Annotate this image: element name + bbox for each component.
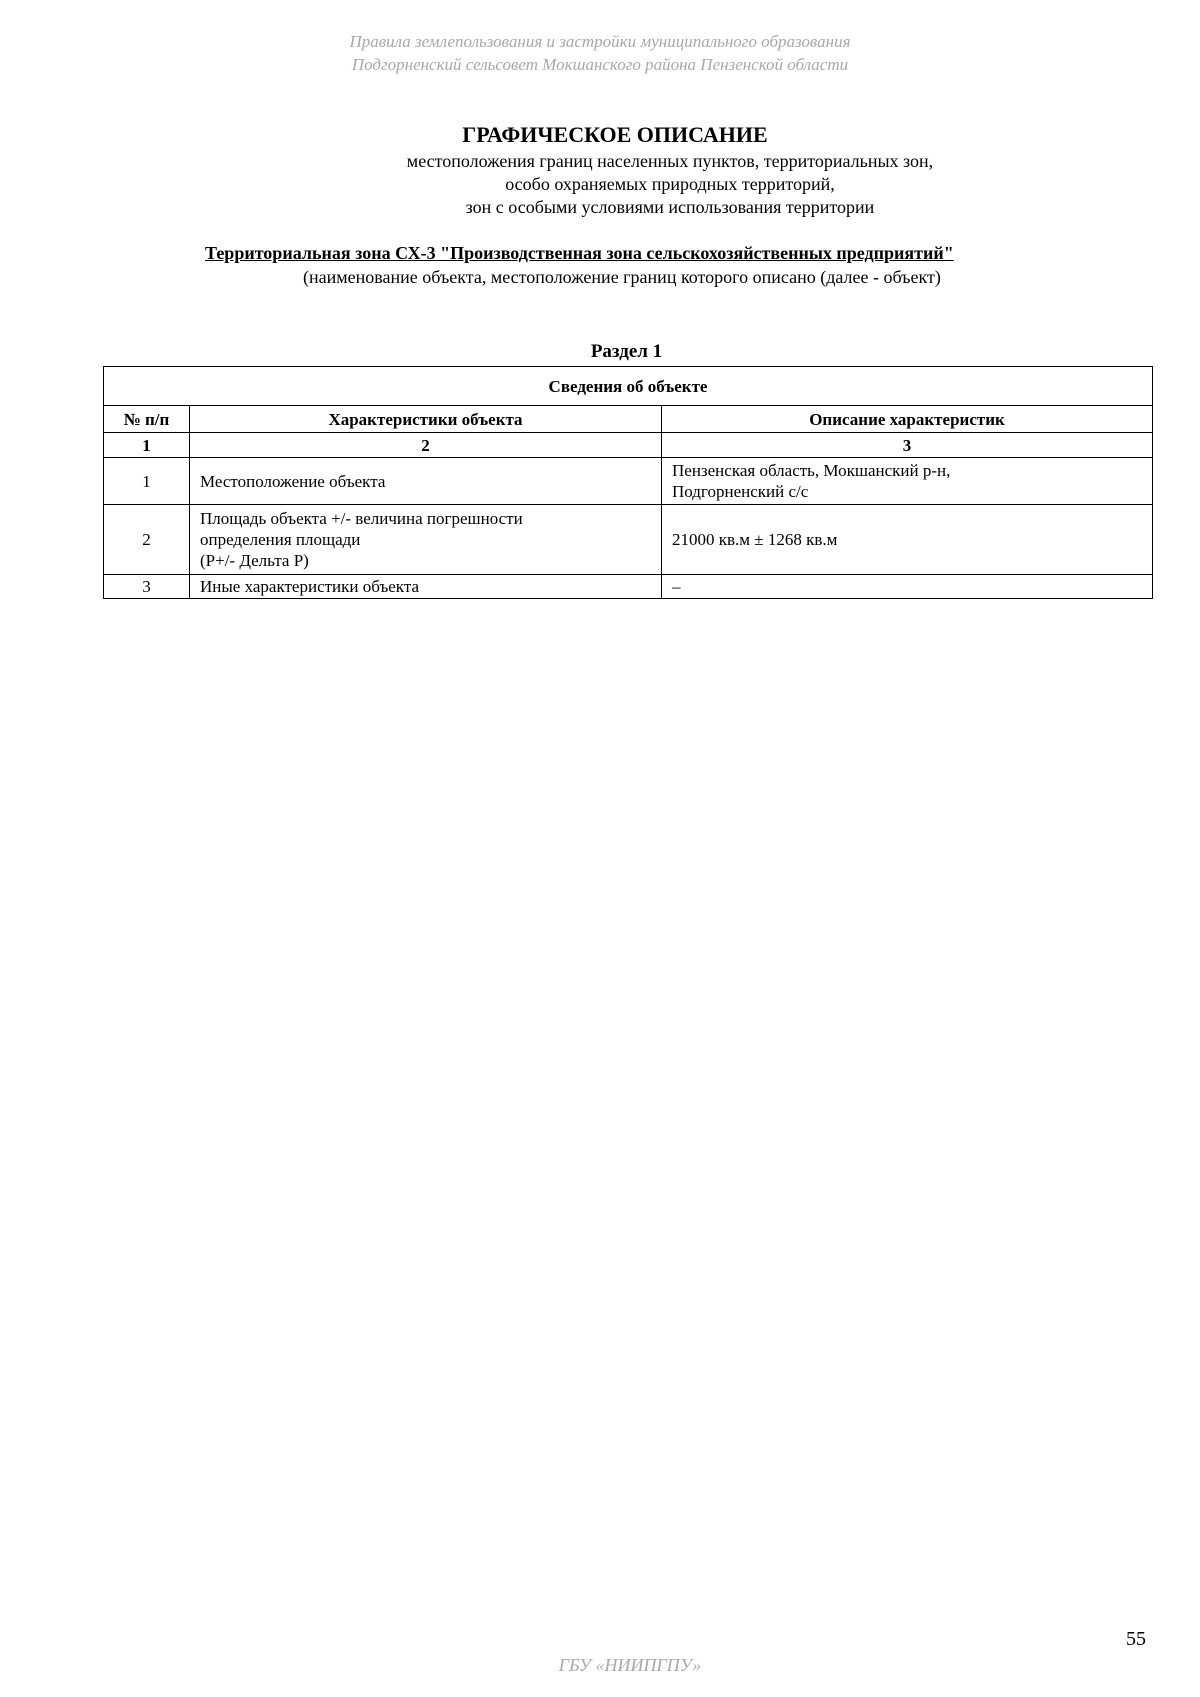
- document-title-block: [0, 120, 1200, 219]
- characteristic-line: Площадь объекта +/- величина погрешности: [200, 509, 523, 528]
- row-description: [662, 575, 1153, 599]
- table-row: [104, 505, 1153, 575]
- object-info-table: [103, 366, 1153, 599]
- column-number-2: 2: [190, 433, 662, 458]
- page-footer: ГБУ «НИИПГПУ»: [558, 1655, 702, 1675]
- row-description: [662, 505, 1153, 575]
- description-line: Пензенская область, Мокшанский р-н,: [672, 461, 951, 480]
- page-number: 55: [1126, 1628, 1146, 1650]
- table-caption-row: [104, 367, 1153, 406]
- header-line-1: Правила землепользования и застройки муниципального образования: [349, 32, 851, 51]
- row-number: 2: [104, 505, 190, 575]
- document-subtitle-line-3: зон с особыми условиями использования территории: [465, 197, 875, 217]
- row-description: [662, 458, 1153, 505]
- zone-caption: (наименование объекта, местоположение границ которого описано (далее - объект): [303, 267, 941, 287]
- document-subtitle-line-1: местоположения границ населенных пунктов, территориальных зон,: [406, 151, 934, 171]
- document-subtitle-line-2: особо охраняемых природных территорий,: [505, 174, 835, 194]
- page-header: [0, 30, 1200, 76]
- column-header-characteristic: Характеристики объекта: [190, 406, 662, 433]
- header-line-2: Подгорненский сельсовет Мокшанского района Пензенской области: [351, 55, 849, 74]
- table-header-row: [104, 406, 1153, 433]
- row-characteristic: [190, 458, 662, 505]
- column-number-1: 1: [104, 433, 190, 458]
- section-title: Раздел 1: [590, 341, 663, 362]
- characteristic-line: определения площади: [200, 530, 361, 549]
- column-number-row: [104, 433, 1153, 458]
- description-line: Подгорненский с/с: [672, 482, 809, 501]
- row-characteristic: [190, 575, 662, 599]
- table-caption: Сведения об объекте: [104, 367, 1153, 406]
- row-number: 1: [104, 458, 190, 505]
- column-header-number: № п/п: [104, 406, 190, 433]
- row-number: 3: [104, 575, 190, 599]
- description-line: 21000 кв.м ± 1268 кв.м: [672, 530, 838, 549]
- table-row: [104, 575, 1153, 599]
- row-characteristic: [190, 505, 662, 575]
- column-header-description: Описание характеристик: [662, 406, 1153, 433]
- zone-name: Территориальная зона СХ-3 "Производственная зона сельскохозяйственных предприятий": [205, 243, 954, 263]
- table-row: [104, 458, 1153, 505]
- characteristic-line: Иные характеристики объекта: [200, 577, 420, 596]
- characteristic-line: Местоположение объекта: [200, 471, 386, 491]
- column-number-3: 3: [662, 433, 1153, 458]
- characteristic-line: (Р+/- Дельта Р): [200, 551, 309, 570]
- document-title: ГРАФИЧЕСКОЕ ОПИСАНИЕ: [462, 122, 768, 147]
- description-line: –: [672, 577, 681, 596]
